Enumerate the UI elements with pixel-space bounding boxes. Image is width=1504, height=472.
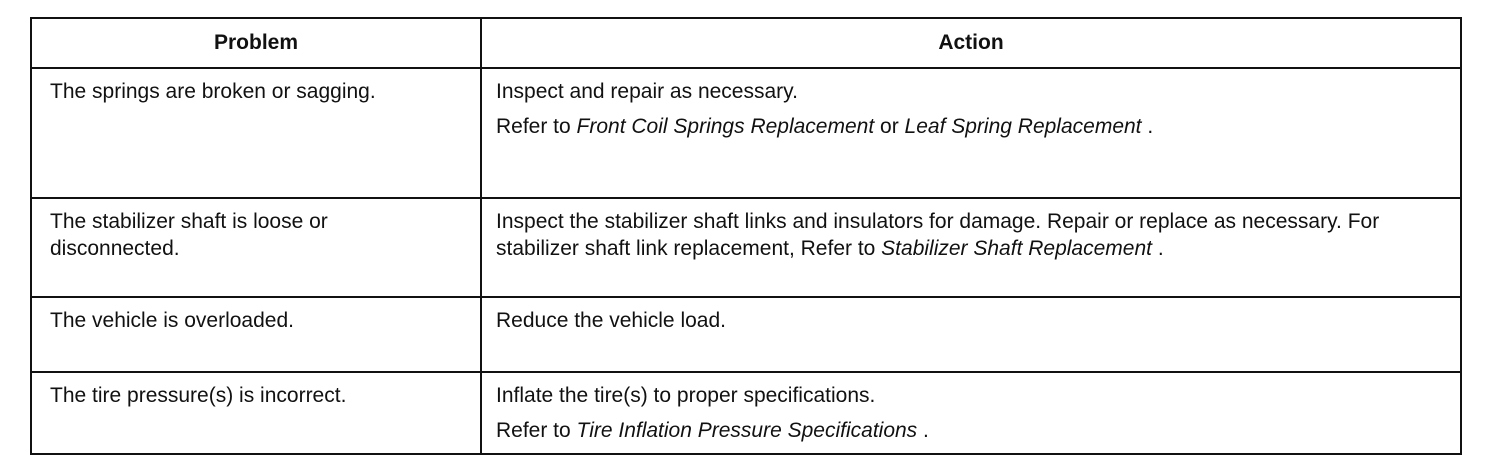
period-text: .: [1141, 115, 1154, 138]
problem-column-header: Problem: [31, 18, 481, 68]
period-text: .: [1151, 237, 1164, 260]
reference-link[interactable]: Tire Inflation Pressure Specifications: [576, 419, 918, 442]
refer-text: Refer to: [496, 115, 577, 138]
refer-text: Refer to: [496, 419, 577, 442]
diagnosis-table-container: [30, 17, 1460, 455]
action-column-header: Action: [481, 18, 1461, 68]
problem-cell: The tire pressure(s) is incorrect.: [31, 372, 481, 454]
period-text: .: [917, 419, 929, 442]
action-cell: [481, 198, 1461, 297]
action-cell: [481, 372, 1461, 454]
action-text: Inspect the stabilizer shaft links and insulators for damage. Repair or replace as necessary. For stabilizer shaft link replacement, Refer to: [496, 210, 1380, 260]
reference-link[interactable]: Front Coil Springs Replacement: [576, 115, 875, 138]
problem-cell: The springs are broken or sagging.: [31, 68, 481, 198]
diagnosis-table: [30, 17, 1462, 455]
reference-link[interactable]: Stabilizer Shaft Replacement: [881, 237, 1152, 260]
table-row: [31, 372, 1461, 454]
table-row: [31, 68, 1461, 198]
action-cell: [481, 68, 1461, 198]
action-reference-line: [496, 113, 1446, 140]
problem-cell: The stabilizer shaft is loose or disconnected.: [31, 198, 481, 297]
reference-link[interactable]: Leaf Spring Replacement: [904, 115, 1142, 138]
action-reference-line: [496, 417, 1446, 444]
connector-text: or: [874, 115, 905, 138]
table-row: [31, 198, 1461, 297]
problem-cell: The vehicle is overloaded.: [31, 297, 481, 372]
table-row: [31, 297, 1461, 372]
action-cell: Reduce the vehicle load.: [481, 297, 1461, 372]
action-line: Inflate the tire(s) to proper specifications.: [496, 384, 876, 407]
header-row: [31, 18, 1461, 68]
action-line: Inspect and repair as necessary.: [496, 80, 798, 103]
